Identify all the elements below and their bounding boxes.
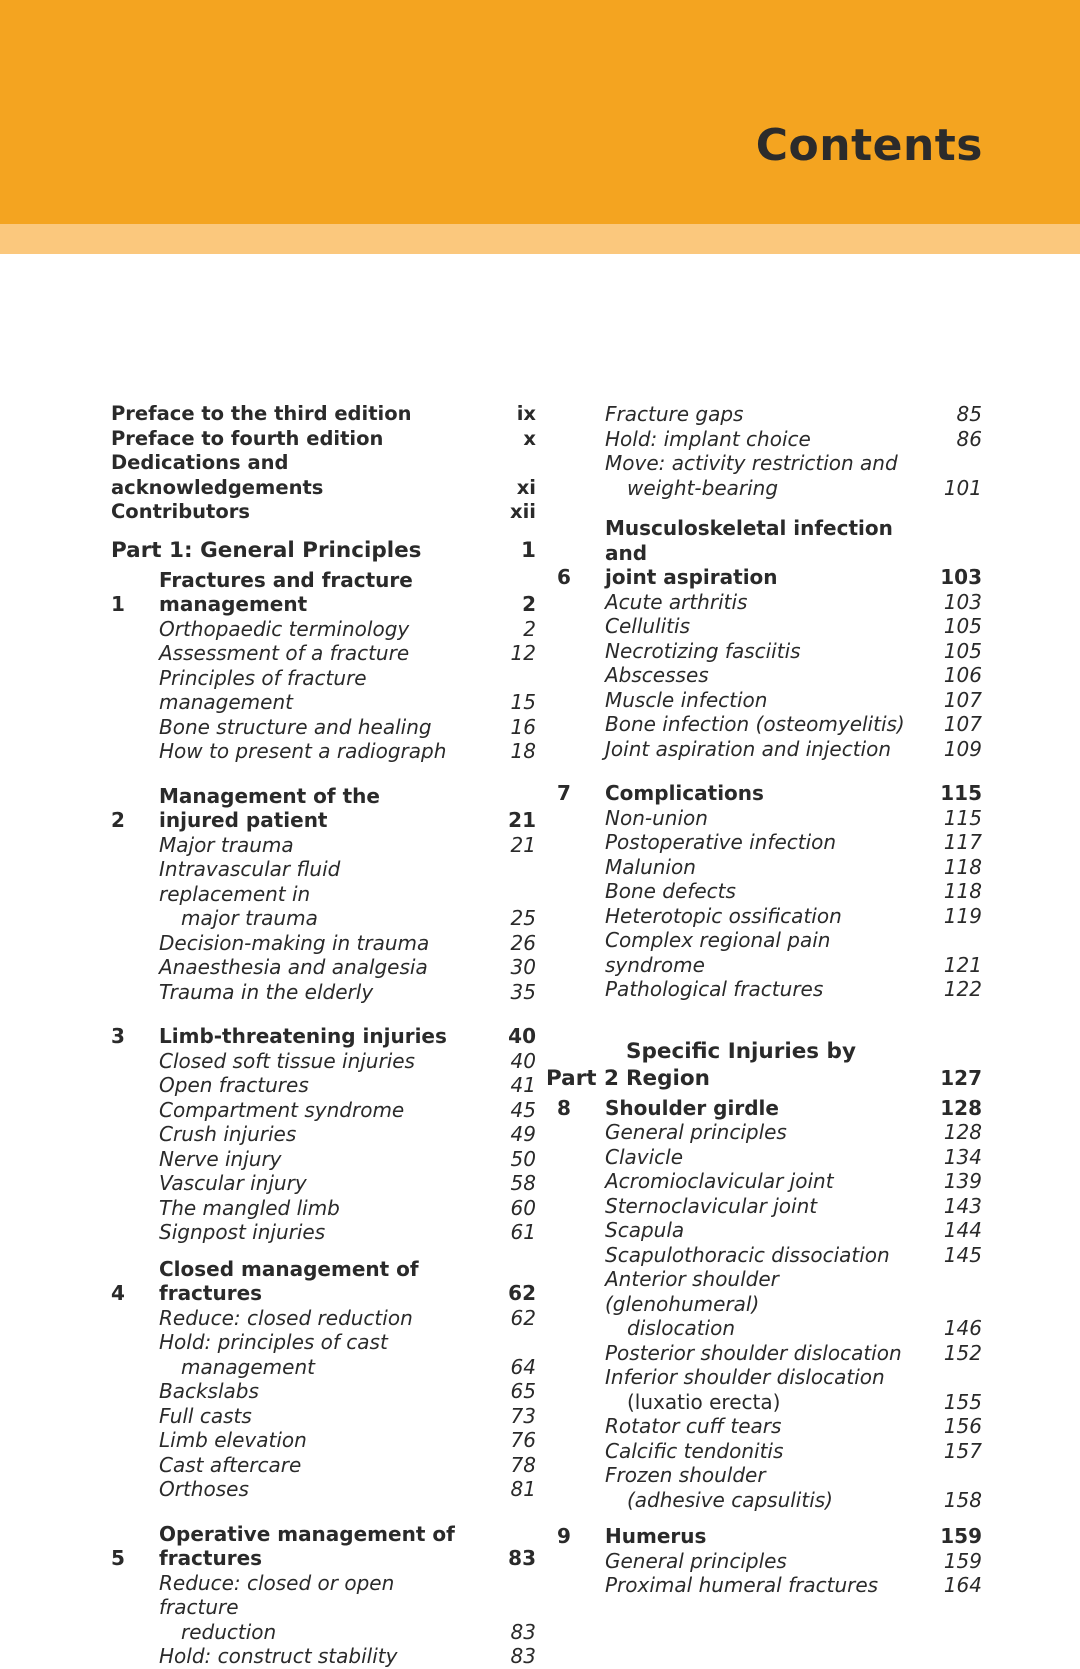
entry-title: The mangled limb <box>159 1195 340 1220</box>
entry-title: Calcific tendonitis <box>605 1438 784 1463</box>
entry-page: 101 <box>943 475 982 500</box>
chapter-number: 7 <box>557 781 571 805</box>
entry-title: Crush injuries <box>159 1122 297 1146</box>
chapter-number: 6 <box>557 565 571 589</box>
entry-page: 58 <box>510 1171 536 1195</box>
chapter-heading[interactable] <box>557 516 982 590</box>
entry-page: 45 <box>510 1097 536 1122</box>
toc-entry[interactable] <box>111 1171 536 1196</box>
entry-page: 105 <box>943 614 982 638</box>
entry-page: 16 <box>510 714 536 739</box>
entry-page: 118 <box>943 854 982 879</box>
toc-entry[interactable] <box>557 712 982 737</box>
toc-entry[interactable] <box>111 833 536 858</box>
contents-left-column <box>111 402 536 1669</box>
entry-title: Postoperative infection <box>605 830 837 854</box>
entry-title: General principles <box>605 1548 787 1573</box>
toc-entry[interactable] <box>557 427 982 452</box>
toc-entry[interactable] <box>557 1169 982 1194</box>
chapter-page: 103 <box>940 565 982 589</box>
toc-entry[interactable] <box>111 1379 536 1404</box>
chapter-page: 83 <box>508 1546 536 1570</box>
entry-page: xii <box>510 500 536 523</box>
entry-title: Frozen shoulder <box>605 1463 766 1487</box>
entry-page: 49 <box>510 1122 536 1146</box>
toc-entry[interactable] <box>111 739 536 764</box>
toc-entry[interactable] <box>111 641 536 666</box>
toc-entry[interactable] <box>557 639 982 664</box>
entry-page: 118 <box>943 879 982 903</box>
entry-title: Complex regional pain syndrome <box>605 928 831 977</box>
entry-title: Orthoses <box>159 1477 249 1501</box>
entry-title: Abscesses <box>605 663 709 687</box>
entry-title: Hold: construct stability <box>159 1644 398 1668</box>
part-heading[interactable] <box>546 1038 982 1092</box>
entry-page: 119 <box>943 903 982 928</box>
entry-page: 128 <box>943 1120 982 1144</box>
toc-entry[interactable] <box>111 1220 536 1245</box>
toc-entry[interactable] <box>111 955 536 980</box>
chapter-number: 3 <box>111 1024 125 1048</box>
part-label: Part 2 <box>546 1065 620 1091</box>
toc-entry[interactable] <box>557 688 982 713</box>
toc-entry[interactable] <box>557 977 982 1002</box>
toc-entry[interactable] <box>111 1571 536 1645</box>
toc-entry[interactable] <box>557 1267 982 1341</box>
entry-title: Proximal humeral fractures <box>605 1573 879 1597</box>
toc-entry[interactable] <box>111 857 536 931</box>
entry-page: 26 <box>510 930 536 955</box>
entry-title-cont: (luxatio erecta) <box>627 1389 781 1414</box>
toc-entry[interactable] <box>557 1341 982 1366</box>
entry-page: 144 <box>943 1218 982 1242</box>
entry-page: 18 <box>510 739 536 763</box>
entry-page: 107 <box>943 687 982 712</box>
chapter-title-cont: management <box>159 592 308 616</box>
entry-title: Bone defects <box>605 879 736 903</box>
entry-title: Principles of fracture management <box>159 665 367 714</box>
entry-title: Compartment syndrome <box>159 1097 405 1122</box>
chapter-heading[interactable] <box>557 781 982 806</box>
entry-page: 21 <box>510 832 536 857</box>
entry-page: 50 <box>510 1146 536 1171</box>
header-band <box>0 0 1080 224</box>
chapter-number: 4 <box>111 1281 125 1305</box>
entry-title: Non-union <box>605 805 708 830</box>
entry-title: Muscle infection <box>605 687 768 712</box>
chapter-heading[interactable] <box>557 1096 982 1121</box>
toc-entry[interactable] <box>557 1145 982 1170</box>
entry-page: 121 <box>943 952 982 977</box>
chapter-number: 9 <box>557 1524 571 1548</box>
entry-title-cont: reduction <box>181 1619 277 1644</box>
entry-title: Inferior shoulder dislocation <box>605 1365 885 1389</box>
part-title: Specific Injuries by <box>626 1038 856 1064</box>
toc-entry[interactable] <box>557 590 982 615</box>
front-matter-row[interactable] <box>111 451 536 500</box>
chapter-title-cont: fractures <box>159 1546 263 1570</box>
entry-page: 115 <box>943 805 982 830</box>
entry-title: Malunion <box>605 854 696 879</box>
chapter-page: 128 <box>940 1095 982 1120</box>
entry-page: 81 <box>510 1477 536 1501</box>
entry-page: 139 <box>943 1169 982 1193</box>
toc-entry[interactable] <box>111 1404 536 1429</box>
toc-entry[interactable] <box>557 830 982 855</box>
part-title: Part 1: General Principles <box>111 537 422 563</box>
part-page: 127 <box>940 1065 982 1090</box>
toc-entry[interactable] <box>111 1147 536 1172</box>
entry-page: 145 <box>943 1242 982 1267</box>
entry-page: 60 <box>510 1195 536 1220</box>
entry-page: 117 <box>943 830 982 854</box>
chapter-heading[interactable] <box>111 784 536 833</box>
entry-page: x <box>523 426 536 450</box>
entry-title: Clavicle <box>605 1144 684 1169</box>
entry-title: Necrotizing fasciitis <box>605 638 801 663</box>
entry-page: 152 <box>943 1340 982 1365</box>
entry-page: 83 <box>510 1644 536 1668</box>
chapter-heading[interactable] <box>111 1257 536 1306</box>
chapter-title: Humerus <box>605 1524 707 1548</box>
entry-title-cont: management <box>181 1354 315 1379</box>
toc-entry[interactable] <box>111 617 536 642</box>
toc-entry[interactable] <box>111 1122 536 1147</box>
toc-entry[interactable] <box>557 1439 982 1464</box>
chapter-title: Fractures and fracture <box>159 567 413 592</box>
entry-page: 159 <box>943 1548 982 1573</box>
entry-title: Bone structure and healing <box>159 714 432 739</box>
entry-title: Reduce: closed or open fracture <box>159 1570 395 1619</box>
chapter-page: 115 <box>940 781 982 805</box>
chapter-number: 2 <box>111 808 125 832</box>
entry-page: 155 <box>943 1389 982 1414</box>
entry-title: Nerve injury <box>159 1146 282 1171</box>
entry-page: 107 <box>943 712 982 736</box>
entry-title-cont: major trauma <box>181 906 318 930</box>
chapter-title: Operative management of <box>159 1521 455 1546</box>
entry-page: ix <box>516 402 536 425</box>
toc-entry[interactable] <box>111 1098 536 1123</box>
toc-entry[interactable] <box>557 614 982 639</box>
chapter-title: Complications <box>605 781 764 805</box>
entry-page: 156 <box>943 1414 982 1438</box>
chapter-page: 62 <box>508 1281 536 1305</box>
toc-entry[interactable] <box>557 402 982 427</box>
toc-entry[interactable] <box>111 1196 536 1221</box>
entry-page: 105 <box>943 638 982 663</box>
entry-page: 40 <box>510 1048 536 1073</box>
entry-title: Move: activity restriction and <box>605 451 898 475</box>
toc-entry[interactable] <box>557 806 982 831</box>
entry-title: Signpost injuries <box>159 1220 326 1244</box>
entry-title: Rotator cuff tears <box>605 1414 782 1438</box>
toc-entry[interactable] <box>557 1463 982 1512</box>
chapter-heading[interactable] <box>557 1524 982 1549</box>
entry-title: Scapula <box>605 1218 685 1242</box>
entry-title: Assessment of a fracture <box>159 641 410 665</box>
entry-page: 83 <box>510 1619 536 1644</box>
chapter-heading[interactable] <box>111 1024 536 1049</box>
entry-page: 30 <box>510 955 536 979</box>
chapter-number: 1 <box>111 592 125 616</box>
toc-entry[interactable] <box>111 1073 536 1098</box>
toc-entry[interactable] <box>111 980 536 1005</box>
entry-title: Hold: implant choice <box>605 426 811 451</box>
entry-title: Decision-making in trauma <box>159 930 430 955</box>
chapter-title-cont: joint aspiration <box>605 565 778 589</box>
entry-title: Open fractures <box>159 1073 309 1097</box>
entry-page: 134 <box>943 1144 982 1169</box>
chapter-heading[interactable] <box>111 568 536 617</box>
entry-page: 78 <box>510 1452 536 1477</box>
entry-title: Posterior shoulder dislocation <box>605 1340 902 1365</box>
entry-page: 86 <box>956 426 982 451</box>
entry-title: Preface to the third edition <box>111 402 412 425</box>
entry-page: 61 <box>510 1220 536 1244</box>
header-strip <box>0 224 1080 254</box>
entry-title: Bone infection (osteomyelitis) <box>605 712 905 736</box>
entry-title: Pathological fractures <box>605 977 824 1001</box>
toc-entry[interactable] <box>111 1428 536 1453</box>
chapter-title: Shoulder girdle <box>605 1095 779 1120</box>
page-title: Contents <box>755 120 983 171</box>
entry-page: 122 <box>943 977 982 1001</box>
entry-title: General principles <box>605 1120 787 1144</box>
entry-title: Reduce: closed reduction <box>159 1305 413 1330</box>
toc-entry[interactable] <box>111 715 536 740</box>
toc-entry[interactable] <box>557 904 982 929</box>
entry-page: 25 <box>510 906 536 930</box>
toc-entry[interactable] <box>557 1573 982 1598</box>
toc-entry[interactable] <box>557 1549 982 1574</box>
entry-title: Vascular injury <box>159 1171 307 1195</box>
toc-entry[interactable] <box>557 451 982 500</box>
front-matter-row[interactable] <box>111 427 536 452</box>
entry-title-cont: weight-bearing <box>627 475 779 500</box>
entry-title: Anterior shoulder (glenohumeral) <box>605 1267 779 1316</box>
chapter-title: Limb-threatening injuries <box>159 1024 447 1048</box>
entry-page: 106 <box>943 663 982 687</box>
part-heading[interactable] <box>111 537 536 564</box>
entry-page: 62 <box>510 1305 536 1330</box>
entry-page: 2 <box>523 616 536 641</box>
entry-title: Preface to fourth edition <box>111 426 384 450</box>
entry-title: Cast aftercare <box>159 1452 302 1477</box>
entry-page: 103 <box>943 589 982 614</box>
part-page: 1 <box>521 537 536 563</box>
toc-entry[interactable] <box>111 1453 536 1478</box>
entry-page: 65 <box>510 1379 536 1403</box>
toc-entry[interactable] <box>111 1049 536 1074</box>
entry-title: Cellulitis <box>605 614 690 638</box>
entry-title-cont: dislocation <box>627 1316 736 1340</box>
entry-title: Contributors <box>111 500 250 523</box>
toc-entry[interactable] <box>557 1243 982 1268</box>
entry-page: 143 <box>943 1193 982 1218</box>
entry-title: Full casts <box>159 1403 252 1428</box>
toc-entry[interactable] <box>557 1365 982 1414</box>
toc-entry[interactable] <box>111 1330 536 1379</box>
toc-entry[interactable] <box>557 1120 982 1145</box>
chapter-page: 40 <box>508 1024 536 1048</box>
entry-title: Orthopaedic terminology <box>159 616 410 641</box>
entry-title: Acromioclavicular joint <box>605 1169 834 1193</box>
part-title-cont: Region <box>626 1065 710 1091</box>
entry-title: Heterotopic ossification <box>605 903 842 928</box>
entry-title: Scapulothoracic dissociation <box>605 1242 890 1267</box>
entry-title: Closed soft tissue injuries <box>159 1048 415 1073</box>
entry-page: 15 <box>510 690 536 714</box>
entry-page: 73 <box>510 1403 536 1428</box>
chapter-title: Musculoskeletal infection and <box>605 516 893 565</box>
toc-entry[interactable] <box>111 1644 536 1669</box>
entry-page: 12 <box>510 641 536 665</box>
chapter-page: 2 <box>522 592 536 616</box>
toc-entry[interactable] <box>557 855 982 880</box>
toc-entry[interactable] <box>111 666 536 715</box>
entry-page: 41 <box>510 1073 536 1097</box>
entry-page: 164 <box>943 1573 982 1597</box>
entry-page: 64 <box>510 1354 536 1379</box>
toc-entry[interactable] <box>557 737 982 762</box>
toc-entry[interactable] <box>557 1414 982 1439</box>
toc-entry[interactable] <box>111 931 536 956</box>
entry-page: 85 <box>956 402 982 426</box>
entry-page: 76 <box>510 1428 536 1452</box>
entry-title: Trauma in the elderly <box>159 979 374 1004</box>
contents-right-column <box>546 402 982 1598</box>
entry-title: Limb elevation <box>159 1428 307 1452</box>
entry-page: 35 <box>510 979 536 1004</box>
entry-page: xi <box>516 475 536 499</box>
chapter-title: Closed management of fractures <box>159 1256 419 1305</box>
entry-page: 158 <box>943 1487 982 1512</box>
chapter-number: 5 <box>111 1546 125 1570</box>
toc-entry[interactable] <box>557 879 982 904</box>
toc-entry[interactable] <box>557 928 982 977</box>
entry-title-cont: (adhesive capsulitis) <box>627 1487 833 1512</box>
entry-page: 157 <box>943 1438 982 1463</box>
entry-page: 146 <box>943 1316 982 1340</box>
entry-title: Acute arthritis <box>605 589 748 614</box>
entry-title: Intravascular fluid replacement in <box>159 857 341 906</box>
toc-entry[interactable] <box>111 1306 536 1331</box>
entry-title: Major trauma <box>159 832 294 857</box>
toc-entry[interactable] <box>557 1218 982 1243</box>
toc-entry[interactable] <box>557 663 982 688</box>
chapter-title: Management of the injured patient <box>159 783 380 832</box>
chapter-number: 8 <box>557 1095 571 1120</box>
chapter-heading[interactable] <box>111 1522 536 1571</box>
entry-title: Joint aspiration and injection <box>605 736 892 761</box>
entry-title: Anaesthesia and analgesia <box>159 955 428 979</box>
entry-title: Sternoclavicular joint <box>605 1193 818 1218</box>
entry-title: How to present a radiograph <box>159 739 447 763</box>
chapter-page: 159 <box>940 1524 982 1548</box>
toc-entry[interactable] <box>111 1477 536 1502</box>
entry-title: Fracture gaps <box>605 402 744 426</box>
front-matter-row[interactable] <box>111 500 536 525</box>
entry-title: Backslabs <box>159 1379 259 1403</box>
front-matter-row[interactable] <box>111 402 536 427</box>
chapter-page: 21 <box>508 808 536 832</box>
entry-title: Dedications and acknowledgements <box>111 451 324 499</box>
entry-title: Hold: principles of cast <box>159 1330 388 1354</box>
entry-page: 109 <box>943 736 982 761</box>
toc-entry[interactable] <box>557 1194 982 1219</box>
